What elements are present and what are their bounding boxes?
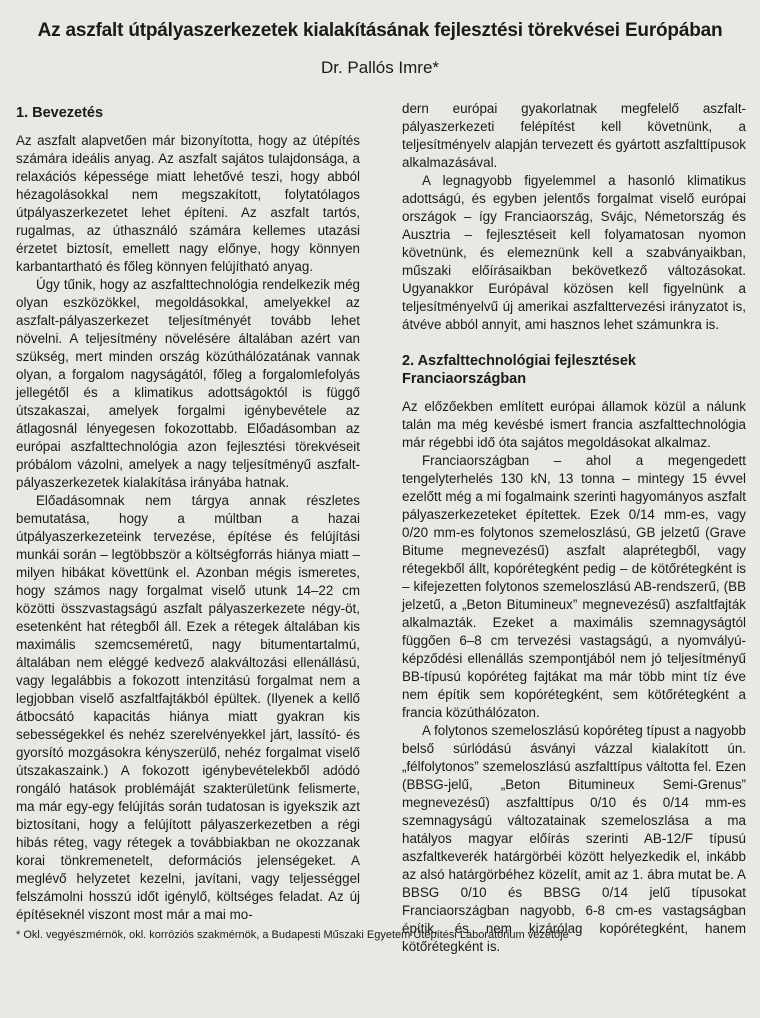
right-column [402, 100, 746, 956]
article-title: Az aszfalt útpályaszerkezetek kialakításának fejlesztési törekvései Európában [37, 20, 723, 41]
paragraph: Az aszfalt alapvetően már bizonyította, hogy az útépítés számára ideális anyag. Az aszfalt sajátos tulajdonsága, a relaxációs képessége miatt lehetővé teszi, hogy abból hézagolásokkal nem megszakított, folytatólagos útpályaszerkezetet lehet építeni. Az aszfalt tartós, rugalmas, az úthasználó számára kellemes utazási érzetet biztosít, emellett nagy előnye, hogy könnyen karbantartható és főleg könnyen felújítható anyag. [16, 133, 360, 274]
paragraph-continued: dern európai gyakorlatnak megfelelő aszfalt-pályaszerkezeti felépítést kell követnünk, a teljesítményelv alapján tervezett és gyártott aszfalttípusok alkalmazásával. [402, 101, 746, 170]
author-footnote: * Okl. vegyészmérnök, okl. korróziós szakmérnök, a Budapesti Műszaki Egyetem Útépítési Laboratórium vezetője [16, 929, 569, 941]
paragraph: Úgy tűnik, hogy az aszfalttechnológia rendelkezik még olyan eszközökkel, megoldásokkal, amelyekkel az aszfalt-pályaszerkezet teljesítményét tovább lehet növelni. A teljesítmény növelésére általában azért van szükség, mert minden ország közúthálózatának vannak olyan, a forgalom nagyságától, főleg a forgalomlefolyás jellegétől és a klimatikus adottságoktól is függő útszakaszai, amelyek forgalmi igénybevétele az átlagosnál lényegesen fokozottabb. Előadásomban az európai aszfalttechnológia azon fejlesztési törekvéseit próbálom vázolni, amelyek a nagy teljesítményű aszfalt-pályaszerkezetek kialakítása irányába hatnak. [16, 277, 360, 490]
section-heading-bevezetes: 1. Bevezetés [16, 105, 104, 121]
left-column [16, 104, 360, 924]
paragraph: A legnagyobb figyelemmel a hasonló klimatikus adottságú, és egyben jelentős forgalmat viselő európai országok – így Franciaország, Svájc, Németország és Ausztria – fejlesztéseit kell folyamatosan nyomon követnünk, és elemeznünk kell a szabványaikban, műszaki előírásaikban bekövetkező változásokat. Ugyanakkor Európával közösen kell figyelnünk a teljesítményelvű új amerikai aszfalttervezési irányzatot is, átvéve abból annyit, ami hasznos lehet számunkra is. [402, 173, 746, 332]
section-heading-franciaorszag: 2. Aszfalttechnológiai fejlesztések Franciaországban [402, 353, 636, 387]
paragraph: Franciaországban – ahol a megengedett tengelyterhelés 130 kN, 13 tonna – mintegy 15 évvel ezelőtt még a mi fogalmaink szerinti hagyományos aszfalt pályaszerkezeteket építettek. Ezek 0/14 mm-es, vagy 0/20 mm-es folytonos szemeloszlású, GB jelzetű (Grave Bitume megnevezésű) aszfalt alaprétegből, vagy rétegekből állt, kopórétegként pedig – de kötőrétegként is – kifejezetten folytonos szemeloszlású AB-rendszerű, (BB jelzetű, a „Beton Bitumineux” megnevezésű) aszfaltfajták alkalmazták. Ezeket a maximális szemnagyságtól függően 6–8 cm tervezési vastagságú, a nyomvályú-képződési ellenállás szempontjából nem jó teljesítményű BB-típusú kopóréteg fajtákat ma már több mint tíz éve nem építik sem kopórétegként, sem kötőrétegként a francia közúthálózaton. [402, 453, 746, 720]
paragraph: Előadásomnak nem tárgya annak részletes bemutatása, hogy a múltban a hazai útpályaszerkezeteink tervezése, építése és felújítási munkái során – legtöbbször a költségforrás hiánya miatt – milyen hibákat követtünk el. Azonban mégis ismeretes, hogy számos nagy forgalmat viselő utunk 14–22 cm közötti összvastagságú aszfalt pályaszerkezete négy-öt, esetenként hat rétegből áll. Ezek a rétegek általában kis maximális szemcseméretű, nagy bitumentartalmú, általában nem eléggé kedvező alakváltozási ellenállású, vagy legalábbis a fokozott intenzitású forgalmat nem a legjobban viselő aszfaltfajtákból épültek. (Ilyenek a kellő átbocsátó kapacitás hiánya miatt gyakran kis sebességekkel és nehéz szerelvényekkel járt, lassító- és gyorsító mozgásokra kényszerülő, nehéz forgalmat viselő útszakaszaink.) A fokozott igénybevételekből adódó rongáló hatások problémáját szakterületünk felismerte, ma már egy-egy felújítás során tudatosan is igyekszik azt biztosítani, hogy a felújított pályaszerkezetben a régi hibás réteg, vagy rétegek a továbbiakban ne okozzanak korai tönkremenetelt, deformációs jelenségeket. A meglévő helyzetet kezelni, javítani, vagy teljességgel felszámolni hosszú időt igénylő, költséges feladat. Az új építéseknél viszont most már a mai mo- [16, 493, 360, 922]
paragraph: A folytonos szemeloszlású kopóréteg típust a nagyobb belső súrlódású ásványi vázzal kialakított ún. „félfolytonos” szemeloszlású aszfalttípus váltotta fel. Ezen (BBSG-jelű, „Beton Bitumineux Semi-Grenus” megnevezésű) aszfalttípus 0/10 és 0/14 mm-es szemnagyságú változatainak szemeloszlása a ma hatályos magyar előírás szerinti AB-12/F típusú aszfaltkeverék határgörbéi között helyezkedik el, inkább az alsó határgörbéhez közelít, amit az 1. ábra mutat be. A BBSG 0/10 és BBSG 0/14 jelű típusokat Franciaországban nagyobb, 6-8 cm-es vastagságban építik, és nem kizárólag kopórétegként, hanem kötőrétegként is. [402, 723, 746, 954]
paragraph: Az előzőekben említett európai államok közül a nálunk talán ma még kevésbé ismert francia aszfalttechnológia már régebbi idő óta sajátos megoldásokat alkalmaz. [402, 399, 746, 450]
article-author: Dr. Pallós Imre* [320, 58, 440, 77]
